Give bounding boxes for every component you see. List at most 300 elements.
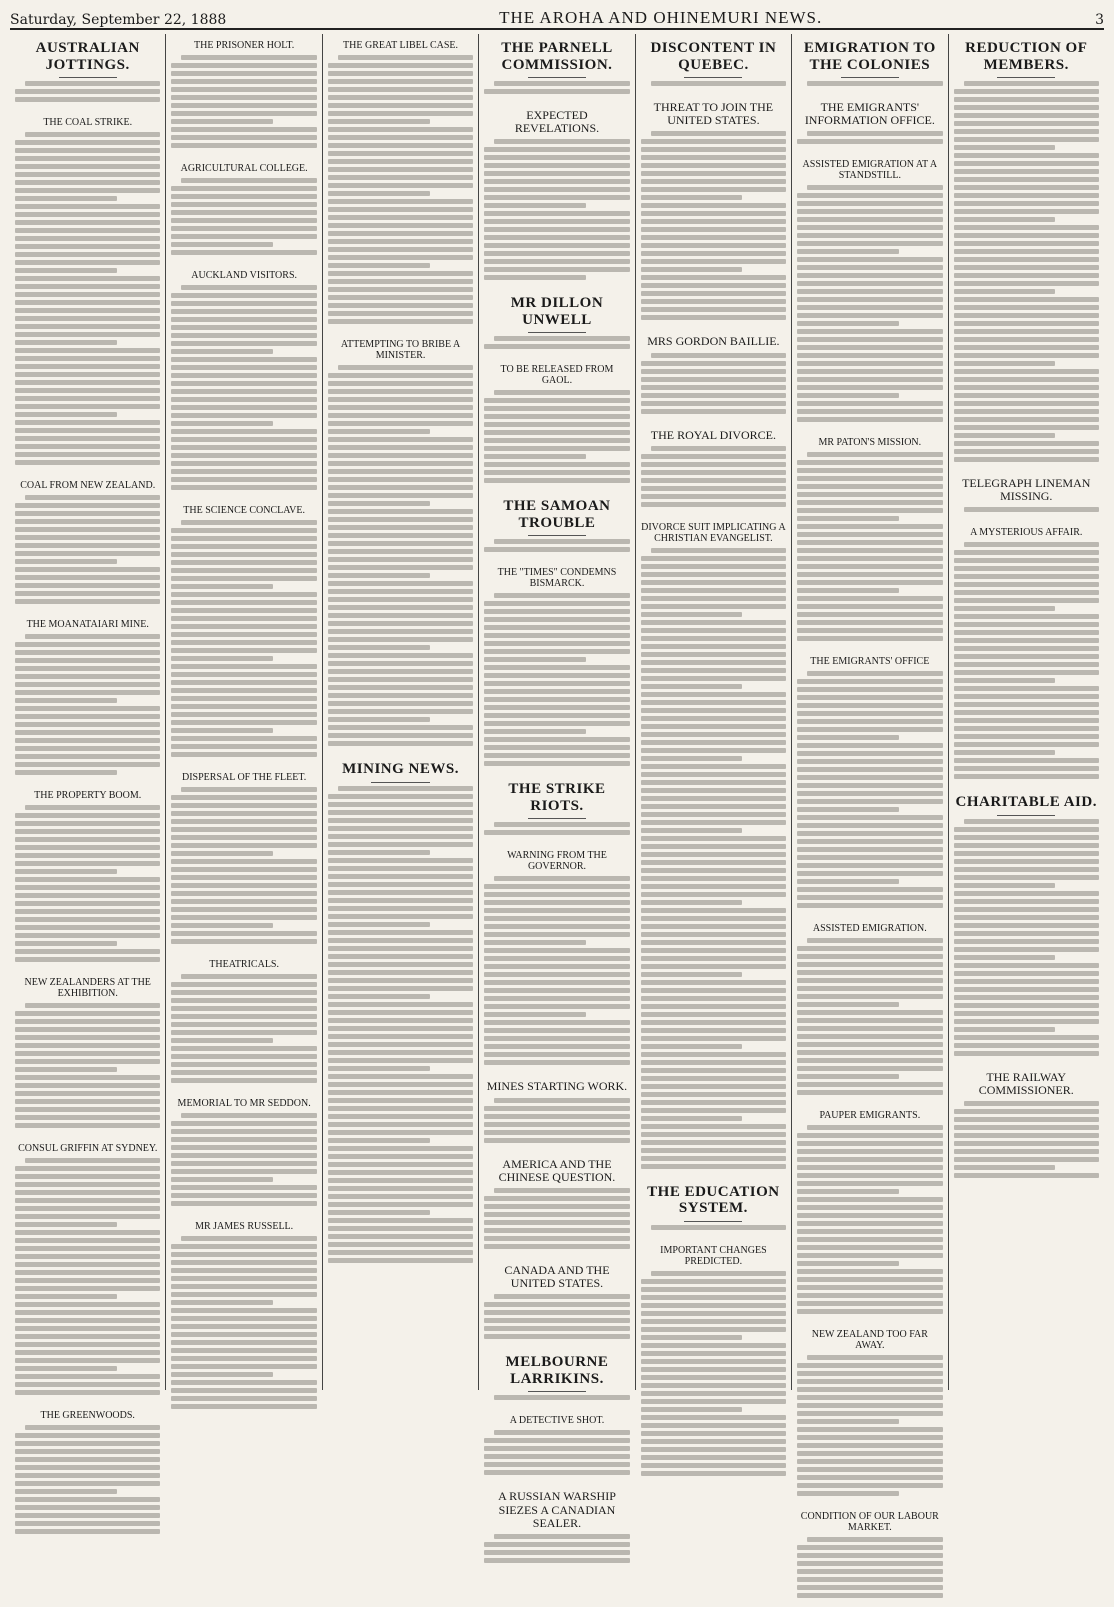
- text-placeholder-line: [797, 257, 942, 262]
- text-placeholder-line: [641, 203, 786, 208]
- text-placeholder-line: [328, 199, 473, 204]
- text-placeholder-line: [641, 1407, 743, 1412]
- text-placeholder-line: [494, 876, 629, 881]
- text-placeholder-line: [484, 1446, 629, 1451]
- text-placeholder-line: [797, 241, 942, 246]
- text-placeholder-line: [484, 267, 629, 272]
- text-placeholder-line: [797, 1066, 942, 1071]
- spacer: [484, 1252, 629, 1258]
- spacer: [15, 965, 160, 971]
- text-placeholder-line: [15, 236, 160, 241]
- text-placeholder-line: [954, 433, 1056, 438]
- text-placeholder-line: [171, 795, 316, 800]
- text-placeholder-line: [797, 970, 942, 975]
- text-placeholder-line: [964, 542, 1099, 547]
- text-placeholder-line: [954, 678, 1056, 683]
- text-placeholder-line: [797, 313, 942, 318]
- text-placeholder-line: [484, 478, 629, 483]
- text-placeholder-line: [15, 1358, 160, 1363]
- text-placeholder-line: [954, 1043, 1099, 1048]
- text-placeholder-line: [954, 947, 1099, 952]
- text-placeholder-line: [171, 1244, 316, 1249]
- text-placeholder-line: [15, 1310, 160, 1315]
- text-placeholder-line: [797, 409, 942, 414]
- text-placeholder-line: [328, 725, 473, 730]
- text-placeholder-line: [171, 1388, 316, 1393]
- text-placeholder-line: [171, 1022, 316, 1027]
- article-heading: THE EDUCATION SYSTEM.: [647, 1183, 780, 1217]
- text-placeholder-line: [328, 319, 473, 324]
- text-placeholder-line: [15, 706, 160, 711]
- text-placeholder-line: [797, 628, 942, 633]
- text-placeholder-line: [797, 1553, 942, 1558]
- text-placeholder-line: [328, 882, 473, 887]
- text-placeholder-line: [15, 941, 117, 946]
- text-placeholder-line: [797, 1387, 942, 1392]
- text-placeholder-line: [171, 1185, 316, 1190]
- text-placeholder-line: [641, 652, 786, 657]
- spacer: [484, 555, 629, 561]
- text-placeholder-line: [171, 453, 316, 458]
- text-placeholder-line: [181, 55, 316, 60]
- text-placeholder-line: [964, 81, 1099, 86]
- article-heading: COAL FROM NEW ZEALAND.: [20, 480, 156, 491]
- text-placeholder-line: [171, 477, 316, 482]
- text-placeholder-line: [954, 955, 1056, 960]
- spacer: [15, 1398, 160, 1404]
- text-placeholder-line: [484, 1220, 629, 1225]
- text-placeholder-line: [807, 1355, 942, 1360]
- text-placeholder-line: [484, 1228, 629, 1233]
- text-placeholder-line: [15, 762, 160, 767]
- text-placeholder-line: [641, 1132, 786, 1137]
- text-placeholder-line: [954, 137, 1099, 142]
- text-placeholder-line: [954, 654, 1099, 659]
- text-placeholder-line: [328, 557, 473, 562]
- text-placeholder-line: [171, 301, 316, 306]
- text-placeholder-line: [328, 1114, 473, 1119]
- spacer: [484, 1146, 629, 1152]
- text-placeholder-line: [484, 430, 629, 435]
- text-placeholder-line: [328, 850, 430, 855]
- text-placeholder-line: [15, 212, 160, 217]
- text-placeholder-line: [328, 111, 473, 116]
- article-heading: TO BE RELEASED FROM GAOL.: [500, 364, 614, 387]
- text-placeholder-line: [954, 646, 1099, 651]
- text-placeholder-line: [15, 452, 160, 457]
- text-placeholder-line: [651, 353, 786, 358]
- text-placeholder-line: [171, 1121, 316, 1126]
- text-placeholder-line: [797, 369, 942, 374]
- text-placeholder-line: [328, 311, 473, 316]
- text-placeholder-line: [797, 1561, 942, 1566]
- text-placeholder-line: [15, 1182, 160, 1187]
- text-placeholder-line: [954, 1027, 1056, 1032]
- text-placeholder-line: [954, 1051, 1099, 1056]
- text-placeholder-line: [954, 273, 1099, 278]
- spacer: [797, 89, 942, 95]
- spacer: [484, 769, 629, 775]
- text-placeholder-line: [328, 1194, 473, 1199]
- text-placeholder-line: [328, 509, 473, 514]
- text-placeholder-line: [15, 1449, 160, 1454]
- text-placeholder-line: [171, 71, 316, 76]
- text-placeholder-line: [484, 406, 629, 411]
- text-placeholder-line: [171, 915, 316, 920]
- text-placeholder-line: [641, 804, 786, 809]
- spacer: [15, 1131, 160, 1137]
- text-placeholder-line: [797, 1205, 942, 1210]
- text-placeholder-line: [15, 284, 160, 289]
- text-placeholder-line: [954, 89, 1099, 94]
- text-placeholder-line: [181, 1113, 316, 1118]
- text-placeholder-line: [328, 167, 473, 172]
- text-placeholder-line: [15, 276, 160, 281]
- text-placeholder-line: [171, 242, 273, 247]
- text-placeholder-line: [171, 883, 316, 888]
- text-placeholder-line: [328, 175, 473, 180]
- text-placeholder-line: [15, 551, 160, 556]
- text-placeholder-line: [15, 698, 117, 703]
- text-placeholder-line: [797, 1034, 942, 1039]
- text-placeholder-line: [171, 1078, 316, 1083]
- text-placeholder-line: [641, 924, 786, 929]
- text-placeholder-line: [954, 265, 1099, 270]
- text-placeholder-line: [484, 155, 629, 160]
- text-placeholder-line: [15, 829, 160, 834]
- text-placeholder-line: [328, 525, 473, 530]
- heading-rule: [528, 1391, 586, 1392]
- text-placeholder-line: [171, 1252, 316, 1257]
- text-placeholder-line: [328, 295, 473, 300]
- text-placeholder-line: [15, 599, 160, 604]
- text-placeholder-line: [328, 589, 473, 594]
- text-placeholder-line: [328, 994, 430, 999]
- text-placeholder-line: [171, 218, 316, 223]
- text-placeholder-line: [641, 1004, 786, 1009]
- text-placeholder-line: [171, 811, 316, 816]
- text-placeholder-line: [484, 657, 586, 662]
- text-placeholder-line: [797, 265, 942, 270]
- text-placeholder-line: [641, 588, 786, 593]
- text-placeholder-line: [328, 1170, 473, 1175]
- text-placeholder-line: [807, 131, 942, 136]
- text-placeholder-line: [641, 179, 786, 184]
- text-placeholder-line: [954, 297, 1099, 302]
- text-placeholder-line: [15, 388, 160, 393]
- text-placeholder-line: [484, 1028, 629, 1033]
- text-placeholder-line: [328, 669, 473, 674]
- text-placeholder-line: [15, 1067, 117, 1072]
- text-placeholder-line: [797, 1483, 942, 1488]
- text-placeholder-line: [484, 1438, 629, 1443]
- text-placeholder-line: [797, 289, 942, 294]
- text-placeholder-line: [15, 511, 160, 516]
- text-placeholder-line: [328, 397, 473, 402]
- text-placeholder-line: [328, 239, 473, 244]
- spacer: [797, 1499, 942, 1505]
- article-heading: THE RAILWAY COMMISSIONER.: [978, 1069, 1074, 1098]
- text-placeholder-line: [641, 1279, 786, 1284]
- text-placeholder-line: [15, 1206, 160, 1211]
- text-placeholder-line: [484, 737, 629, 742]
- text-placeholder-line: [15, 1238, 160, 1243]
- text-placeholder-line: [797, 871, 942, 876]
- text-placeholder-line: [641, 844, 786, 849]
- text-placeholder-line: [328, 1186, 473, 1191]
- text-placeholder-line: [328, 1074, 473, 1079]
- text-placeholder-line: [328, 207, 473, 212]
- article-heading: PAUPER EMIGRANTS.: [819, 1110, 921, 1122]
- article-heading: REDUCTION OF MEMBERS.: [965, 40, 1088, 73]
- text-placeholder-line: [484, 713, 629, 718]
- text-placeholder-line: [797, 735, 899, 740]
- text-placeholder-line: [15, 412, 117, 417]
- text-placeholder-line: [797, 1435, 942, 1440]
- text-placeholder-line: [328, 271, 473, 276]
- text-placeholder-line: [641, 1052, 786, 1057]
- text-placeholder-line: [484, 89, 629, 94]
- text-placeholder-line: [641, 1036, 786, 1041]
- text-placeholder-line: [171, 309, 316, 314]
- text-placeholder-line: [171, 250, 316, 255]
- text-placeholder-line: [797, 353, 942, 358]
- text-placeholder-line: [641, 259, 786, 264]
- text-placeholder-line: [484, 470, 629, 475]
- text-placeholder-line: [954, 630, 1099, 635]
- text-placeholder-line: [15, 869, 117, 874]
- text-placeholder-line: [954, 177, 1099, 182]
- text-placeholder-line: [15, 901, 160, 906]
- spacer: [641, 510, 786, 516]
- text-placeholder-line: [641, 636, 786, 641]
- text-placeholder-line: [954, 377, 1099, 382]
- text-placeholder-line: [328, 1226, 473, 1231]
- text-placeholder-line: [181, 178, 316, 183]
- text-placeholder-line: [484, 1318, 629, 1323]
- text-placeholder-line: [954, 1003, 1099, 1008]
- text-placeholder-line: [171, 1300, 273, 1305]
- text-placeholder-line: [797, 1545, 942, 1550]
- text-placeholder-line: [797, 620, 942, 625]
- text-placeholder-line: [171, 939, 316, 944]
- text-placeholder-line: [954, 233, 1099, 238]
- text-placeholder-line: [797, 895, 942, 900]
- text-placeholder-line: [797, 1467, 942, 1472]
- article-heading: AGRICULTURAL COLLEGE.: [180, 163, 308, 174]
- text-placeholder-line: [328, 1250, 473, 1255]
- text-placeholder-line: [484, 179, 629, 184]
- text-placeholder-line: [954, 393, 1099, 398]
- spacer: [641, 323, 786, 329]
- text-placeholder-line: [181, 1236, 316, 1241]
- text-placeholder-line: [484, 940, 586, 945]
- text-placeholder-line: [641, 676, 786, 681]
- text-placeholder-line: [494, 822, 629, 827]
- text-placeholder-line: [797, 1261, 899, 1266]
- text-placeholder-line: [328, 978, 473, 983]
- text-placeholder-line: [954, 750, 1056, 755]
- text-placeholder-line: [641, 454, 786, 459]
- text-placeholder-line: [641, 470, 786, 475]
- text-placeholder-line: [328, 461, 473, 466]
- text-placeholder-line: [328, 1010, 473, 1015]
- text-placeholder-line: [641, 1471, 786, 1476]
- text-placeholder-line: [641, 267, 743, 272]
- text-placeholder-line: [797, 548, 942, 553]
- spacer: [15, 1537, 160, 1543]
- article-heading: NEW ZEALAND TOO FAR AWAY.: [811, 1329, 928, 1352]
- text-placeholder-line: [484, 187, 629, 192]
- text-placeholder-line: [15, 1166, 160, 1171]
- text-placeholder-line: [328, 581, 473, 586]
- text-placeholder-line: [954, 566, 1099, 571]
- spacer: [641, 1172, 786, 1178]
- masthead: [10, 6, 1104, 30]
- text-placeholder-line: [328, 485, 473, 490]
- text-placeholder-line: [15, 730, 160, 735]
- text-placeholder-line: [328, 629, 473, 634]
- text-placeholder-line: [171, 931, 316, 936]
- text-placeholder-line: [641, 1383, 786, 1388]
- text-placeholder-line: [954, 1157, 1099, 1162]
- text-placeholder-line: [484, 649, 629, 654]
- text-placeholder-line: [641, 564, 786, 569]
- text-placeholder-line: [181, 974, 316, 979]
- text-placeholder-line: [171, 640, 316, 645]
- text-placeholder-line: [484, 980, 629, 985]
- text-placeholder-line: [954, 1141, 1099, 1146]
- text-placeholder-line: [328, 1202, 473, 1207]
- text-placeholder-line: [171, 1332, 316, 1337]
- text-placeholder-line: [641, 716, 786, 721]
- article-heading: EXPECTED REVELATIONS.: [514, 108, 600, 136]
- text-placeholder-line: [181, 520, 316, 525]
- article-heading: THE EMIGRANTS' OFFICE: [810, 656, 930, 668]
- text-placeholder-line: [641, 1140, 786, 1145]
- text-placeholder-line: [641, 1044, 743, 1049]
- text-placeholder-line: [484, 609, 629, 614]
- text-placeholder-line: [328, 621, 473, 626]
- text-placeholder-line: [641, 812, 786, 817]
- text-placeholder-line: [15, 180, 160, 185]
- text-placeholder-line: [15, 260, 160, 265]
- text-placeholder-line: [797, 233, 942, 238]
- text-placeholder-line: [797, 401, 942, 406]
- text-placeholder-line: [797, 1371, 942, 1376]
- text-placeholder-line: [328, 135, 473, 140]
- text-placeholder-line: [15, 1334, 160, 1339]
- text-placeholder-line: [651, 131, 786, 136]
- text-placeholder-line: [797, 249, 899, 254]
- text-placeholder-line: [797, 321, 899, 326]
- text-placeholder-line: [328, 605, 473, 610]
- text-placeholder-line: [15, 1270, 160, 1275]
- heading-rule: [997, 77, 1055, 78]
- heading-rule: [528, 332, 586, 333]
- text-placeholder-line: [328, 469, 473, 474]
- text-placeholder-line: [797, 209, 942, 214]
- text-placeholder-line: [171, 1161, 316, 1166]
- text-placeholder-line: [15, 164, 160, 169]
- text-placeholder-line: [328, 405, 473, 410]
- text-placeholder-line: [797, 1157, 942, 1162]
- text-placeholder-line: [641, 315, 786, 320]
- article-heading: THE PROPERTY BOOM.: [34, 790, 142, 801]
- text-placeholder-line: [797, 596, 942, 601]
- text-placeholder-line: [15, 356, 160, 361]
- text-placeholder-line: [15, 1302, 160, 1307]
- text-placeholder-line: [954, 441, 1099, 446]
- text-placeholder-line: [807, 938, 942, 943]
- text-placeholder-line: [171, 135, 316, 140]
- text-placeholder-line: [328, 445, 473, 450]
- text-placeholder-line: [484, 633, 629, 638]
- text-placeholder-line: [15, 316, 160, 321]
- text-placeholder-line: [641, 361, 786, 366]
- column-6: [792, 34, 948, 1534]
- text-placeholder-line: [641, 219, 786, 224]
- text-placeholder-line: [954, 574, 1099, 579]
- text-placeholder-line: [328, 373, 473, 378]
- text-placeholder-line: [171, 891, 316, 896]
- text-placeholder-line: [641, 1164, 786, 1169]
- article-heading: ASSISTED EMIGRATION AT A STANDSTILL.: [802, 159, 938, 182]
- text-placeholder-line: [954, 670, 1099, 675]
- text-placeholder-line: [641, 692, 786, 697]
- text-placeholder-line: [797, 1197, 942, 1202]
- text-placeholder-line: [328, 613, 473, 618]
- text-placeholder-line: [797, 297, 942, 302]
- text-placeholder-line: [954, 622, 1099, 627]
- text-placeholder-line: [484, 1036, 629, 1041]
- text-placeholder-line: [171, 608, 316, 613]
- text-placeholder-line: [15, 583, 160, 588]
- text-placeholder-line: [797, 139, 942, 144]
- text-placeholder-line: [328, 429, 430, 434]
- text-placeholder-line: [171, 843, 316, 848]
- spacer: [15, 778, 160, 784]
- text-placeholder-line: [328, 103, 473, 108]
- text-placeholder-line: [797, 345, 942, 350]
- text-placeholder-line: [641, 291, 786, 296]
- text-placeholder-line: [328, 1218, 473, 1223]
- text-placeholder-line: [15, 821, 160, 826]
- text-placeholder-line: [15, 97, 160, 102]
- text-placeholder-line: [651, 1225, 786, 1230]
- text-placeholder-line: [15, 853, 160, 858]
- text-placeholder-line: [954, 97, 1099, 102]
- text-placeholder-line: [954, 129, 1099, 134]
- text-placeholder-line: [641, 1319, 786, 1324]
- text-placeholder-line: [15, 1123, 160, 1128]
- text-placeholder-line: [641, 1020, 786, 1025]
- article-heading: THE SAMOAN TROUBLE: [503, 498, 611, 531]
- text-placeholder-line: [797, 201, 942, 206]
- text-placeholder-line: [15, 1091, 160, 1096]
- text-placeholder-line: [328, 1050, 473, 1055]
- spacer: [797, 644, 942, 650]
- text-placeholder-line: [954, 121, 1099, 126]
- text-placeholder-line: [484, 275, 586, 280]
- text-placeholder-line: [797, 1277, 942, 1282]
- text-placeholder-line: [171, 1324, 316, 1329]
- text-placeholder-line: [171, 1046, 316, 1051]
- text-placeholder-line: [797, 1042, 942, 1047]
- text-placeholder-line: [797, 1269, 942, 1274]
- text-placeholder-line: [171, 712, 316, 717]
- text-placeholder-line: [15, 933, 160, 938]
